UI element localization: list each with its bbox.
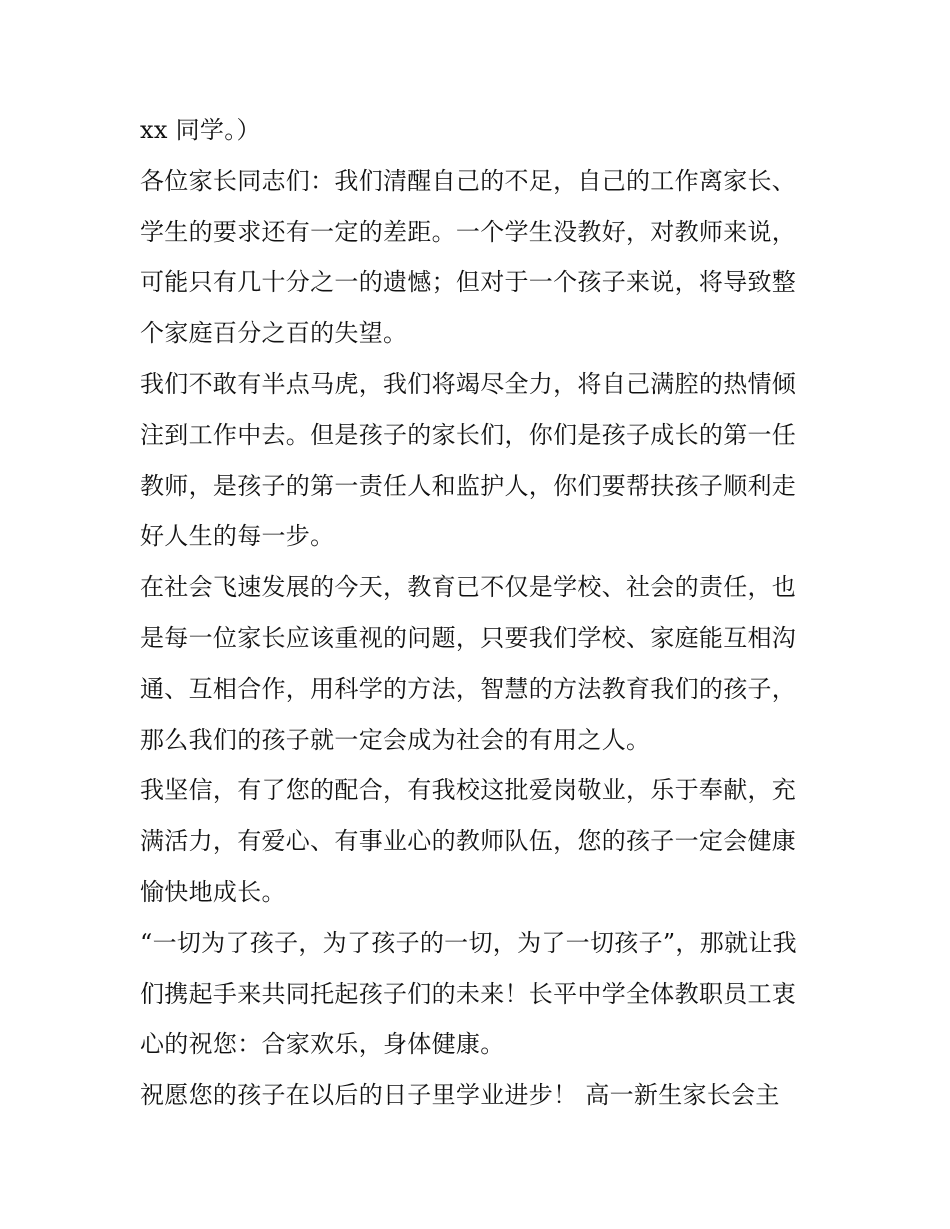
text-line: 好人生的每一步。 (140, 522, 335, 551)
text-line: 学生的要求还有一定的差距。一个学生没教好，对教师来说， (140, 217, 797, 246)
text-line: xx 同学。） (140, 116, 261, 144)
text-line: 是每一位家长应该重视的问题，只要我们学校、家庭能互相沟 (140, 623, 797, 652)
text-line: 注到工作中去。但是孩子的家长们，你们是孩子成长的第一任 (140, 420, 797, 449)
text-line: 通、互相合作，用科学的方法，智慧的方法教育我们的孩子， (140, 674, 797, 703)
text-line: 满活力，有爱心、有事业心的教师队伍，您的孩子一定会健康 (140, 827, 797, 856)
document-body (140, 105, 820, 1121)
text-line: 心的祝您：合家欢乐，身体健康。 (140, 1030, 505, 1059)
text-line: 各位家长同志们：我们清醒自己的不足，自己的工作离家长、 (140, 166, 797, 195)
text-line: 们携起手来共同托起孩子们的未来！长平中学全体教职员工衷 (140, 979, 797, 1008)
text-line: 可能只有几十分之一的遗憾；但对于一个孩子来说，将导致整 (140, 268, 797, 297)
text-line: 愉快地成长。 (140, 877, 286, 906)
text-line: 在社会飞速发展的今天，教育已不仅是学校、社会的责任，也 (140, 573, 797, 602)
text-line: 教师，是孩子的第一责任人和监护人，你们要帮扶孩子顺利走 (140, 471, 797, 500)
text-line: 个家庭百分之百的失望。 (140, 319, 408, 348)
text-line: “一切为了孩子，为了孩子的一切，为了一切孩子”，那就让我 (140, 928, 797, 957)
text-line: 祝愿您的孩子在以后的日子里学业进步！ 高一新生家长会主 (140, 1081, 780, 1110)
text-line: 我坚信，有了您的配合，有我校这批爱岗敬业，乐于奉献，充 (140, 776, 797, 805)
text-line: 我们不敢有半点马虎，我们将竭尽全力，将自己满腔的热情倾 (140, 369, 797, 398)
text-line: 那么我们的孩子就一定会成为社会的有用之人。 (140, 725, 651, 754)
